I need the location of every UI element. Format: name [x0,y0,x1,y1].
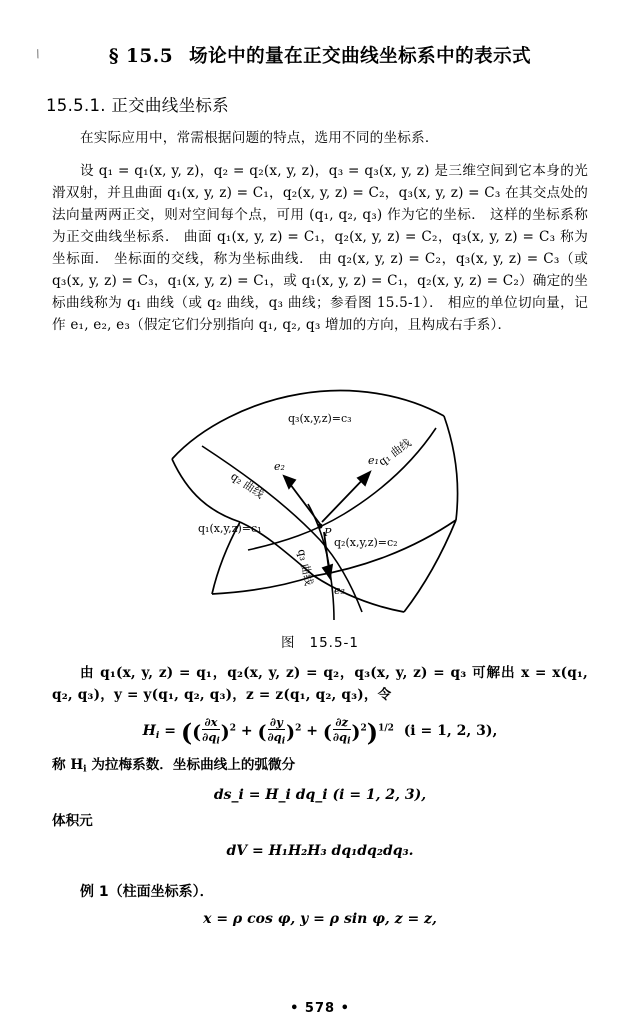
paragraph-3: 由 q₁(x, y, z) = q₁，q₂(x, y, z) = q₂，q₃(x, y, z) = q₃ 可解出 x = x(q₁, q₂, q₃)，y = y(q₁, q₂, q₃)，z = z(q₁, q₂, q₃)，令 [52,665,588,704]
formula-lame-coefficient: $H_i = ((\frac{\partial x}{\partial q_i}$ )$^2 + (\frac{\partial y}{\partial q_i}$ )$^2 + (\frac{\partial z}{\partial q_i}$ )$^2$)$^{1/2}$ (i = 1, 2, 3), [142,715,498,748]
paragraph-2: 设 q₁ = q₁(x, y, z)，q₂ = q₂(x, y, z)，q₃ = q₃(x, y, z) 是三维空间到它本身的光滑双射，并且曲面 q₁(x, y, z) = C₁，q₂(x, y, z) = C₂，q₃(x, y, z) = C₃ 在其交点处的法向量两两正交，则对空间每个点，可用 (q₁, q₂, q₃) 作为它的坐标． 这样的坐标系称为正交曲线坐标系． 曲面 q₁(x, y, z) = C₁，q₂(x, y, z) = C₂，q₃(x, y, z) = C₃ 称为坐标面． 坐标面的交线，称为坐标曲线． 由 q₂(x, y, z) = C₂，q₃(x, y, z) = C₃（或 q₃(x, y, z) = C₃，q₁(x, y, z) = C₁，或 q₁(x, y, z) = C₁，q₂(x, y, z) = C₂）确定的坐标曲线称为 q₁ 曲线（或 q₂ 曲线，q₃ 曲线；参看图 15.5-1）． 相应的单位切向量，记作 e₁, e₂, e₃（假定它们分别指向 q₁, q₂, q₃ 增加的方向，且构成右手系）． [52,163,588,334]
section-number: § 15.5 [108,46,174,67]
label-vector-e3: e₃ [334,584,345,598]
formula-lame-condition: (i = 1, 2, 3), [403,723,498,740]
lame-description-sub: i [83,764,87,775]
figure-caption [52,631,588,651]
formula-example-1-text: x = ρ cos φ, y = ρ sin φ, z = z, [203,911,437,928]
label-curve-q3: q₃ 曲线 [295,548,316,587]
paragraph-1: 在实际应用中，常需根据问题的特点，选用不同的坐标系． [80,130,439,146]
figure-caption-label: 图 [280,635,296,652]
figure-drawing [52,354,588,629]
figure-15-5-1 [52,354,588,629]
label-vector-e1: e₁ [368,454,379,468]
page-number: • 578 • [290,1001,350,1016]
lame-description-prefix: 称 H [52,757,84,774]
figure-caption-number: 15.5-1 [309,635,360,652]
example-1-title: 例 1（柱面坐标系）． [80,884,214,901]
subsection-title: 15.5.1. 正交曲线坐标系 [46,96,229,115]
label-curve-q1: q₁ 曲线 [376,436,414,469]
page-title [52,42,588,68]
point-p-dot [317,524,322,529]
lame-description [52,755,588,777]
label-surface-q1: q₁(x,y,z)=c₁ [198,522,262,536]
label-point-p: P [324,526,332,540]
formula-lame-lhs: H [142,723,156,740]
label-vector-e2: e₂ [274,460,285,474]
formula-arc-differential-text: ds_i = H_i dq_i (i = 1, 2, 3), [213,787,427,804]
formula-arc-differential [52,787,588,803]
volume-element-label: 体积元 [52,813,93,830]
label-surface-q3: q₃(x,y,z)=c₃ [288,412,352,426]
formula-volume-element-text: dV = H₁H₂H₃ dq₁dq₂dq₃. [226,843,414,860]
label-surface-q2: q₂(x,y,z)=c₂ [334,536,398,550]
label-curve-q2: q₂ 曲线 [228,469,267,502]
formula-example-1 [52,911,588,927]
page [0,42,640,1030]
formula-lame-lhs-sub: i [155,730,160,741]
formula-volume-element [52,843,588,859]
corner-scan-mark: \ [33,45,43,62]
section-title-text: 场论中的量在正交曲线坐标系中的表示式 [189,46,532,67]
lame-description-rest: 为拉梅系数．坐标曲线上的弧微分 [91,757,296,774]
